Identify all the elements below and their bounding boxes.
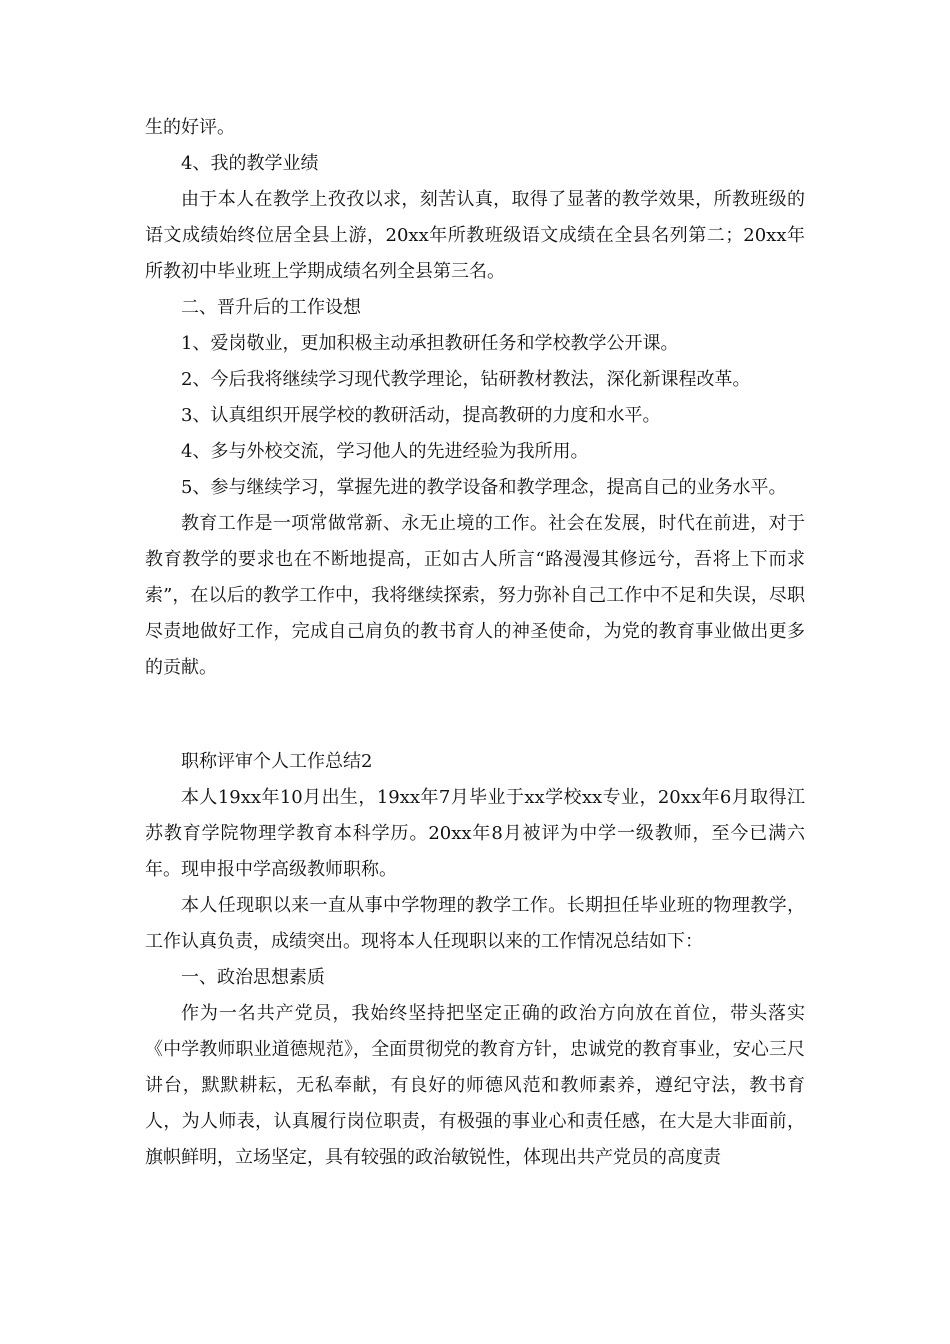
paragraph-intro: 本人19xx年10月出生，19xx年7月毕业于xx学校xx专业，20xx年6月取得江苏教育学院物理学教育本科学历。20xx年8月被评为中学一级教师，至今已满六年。现申报中学高级教师职称。 xyxy=(145,787,805,880)
section-title: 职称评审个人工作总结2 xyxy=(181,751,373,772)
paragraph-political-quality: 作为一名共产党员，我始终坚持把坚定正确的政治方向放在首位，带头落实《中学教师职业道德规范》，全面贯彻党的教育方针，忠诚党的教育事业，安心三尺讲台，默默耕耘，无私奉献，有良好的师德风范和教师素养，遵纪守法，教书育人，为人师表，认真履行岗位职责，有极强的事业心和责任感，在大是大非面前，旗帜鲜明，立场坚定，具有较强的政治敏锐性，体现出共产党员的高度责 xyxy=(145,1003,805,1168)
heading-teaching-achievements: 4、我的教学业绩 xyxy=(181,153,319,174)
list-item: 2、今后我将继续学习现代教学理论，钻研教材教法，深化新课程改革。 xyxy=(181,369,751,390)
section-gap xyxy=(145,686,805,744)
list-item: 3、认真组织开展学校的教研活动，提高教研的力度和水平。 xyxy=(181,405,661,426)
list-item: 1、爱岗敬业，更加积极主动承担教研任务和学校教学公开课。 xyxy=(181,333,679,354)
paragraph-conclusion: 教育工作是一项常做常新、永无止境的工作。社会在发展，时代在前进，对于教育教学的要求也在不断地提高，正如古人所言“路漫漫其修远兮，吾将上下而求索”，在以后的教学工作中，我将继续探索，努力弥补自己工作中不足和失误，尽职尽责地做好工作，完成自己肩负的教书育人的神圣使命，为党的教育事业做出更多的贡献。 xyxy=(145,513,805,678)
paragraph-continuation: 生的好评。 xyxy=(145,117,235,138)
heading-work-plan: 二、晋升后的工作设想 xyxy=(181,297,361,318)
document-page xyxy=(145,110,805,1176)
paragraph-work-summary: 本人任现职以来一直从事中学物理的教学工作。长期担任毕业班的物理教学，工作认真负责，成绩突出。现将本人任现职以来的工作情况总结如下： xyxy=(145,895,805,952)
list-item: 5、参与继续学习，掌握先进的教学设备和教学理念，提高自己的业务水平。 xyxy=(181,477,787,498)
paragraph-teaching-achievements: 由于本人在教学上孜孜以求，刻苦认真，取得了显著的教学效果，所教班级的语文成绩始终位居全县上游，20xx年所教班级语文成绩在全县名列第二；20xx年所教初中毕业班上学期成绩名列全县第三名。 xyxy=(145,189,805,282)
heading-political-quality: 一、政治思想素质 xyxy=(181,967,325,988)
list-item: 4、多与外校交流，学习他人的先进经验为我所用。 xyxy=(181,441,589,462)
